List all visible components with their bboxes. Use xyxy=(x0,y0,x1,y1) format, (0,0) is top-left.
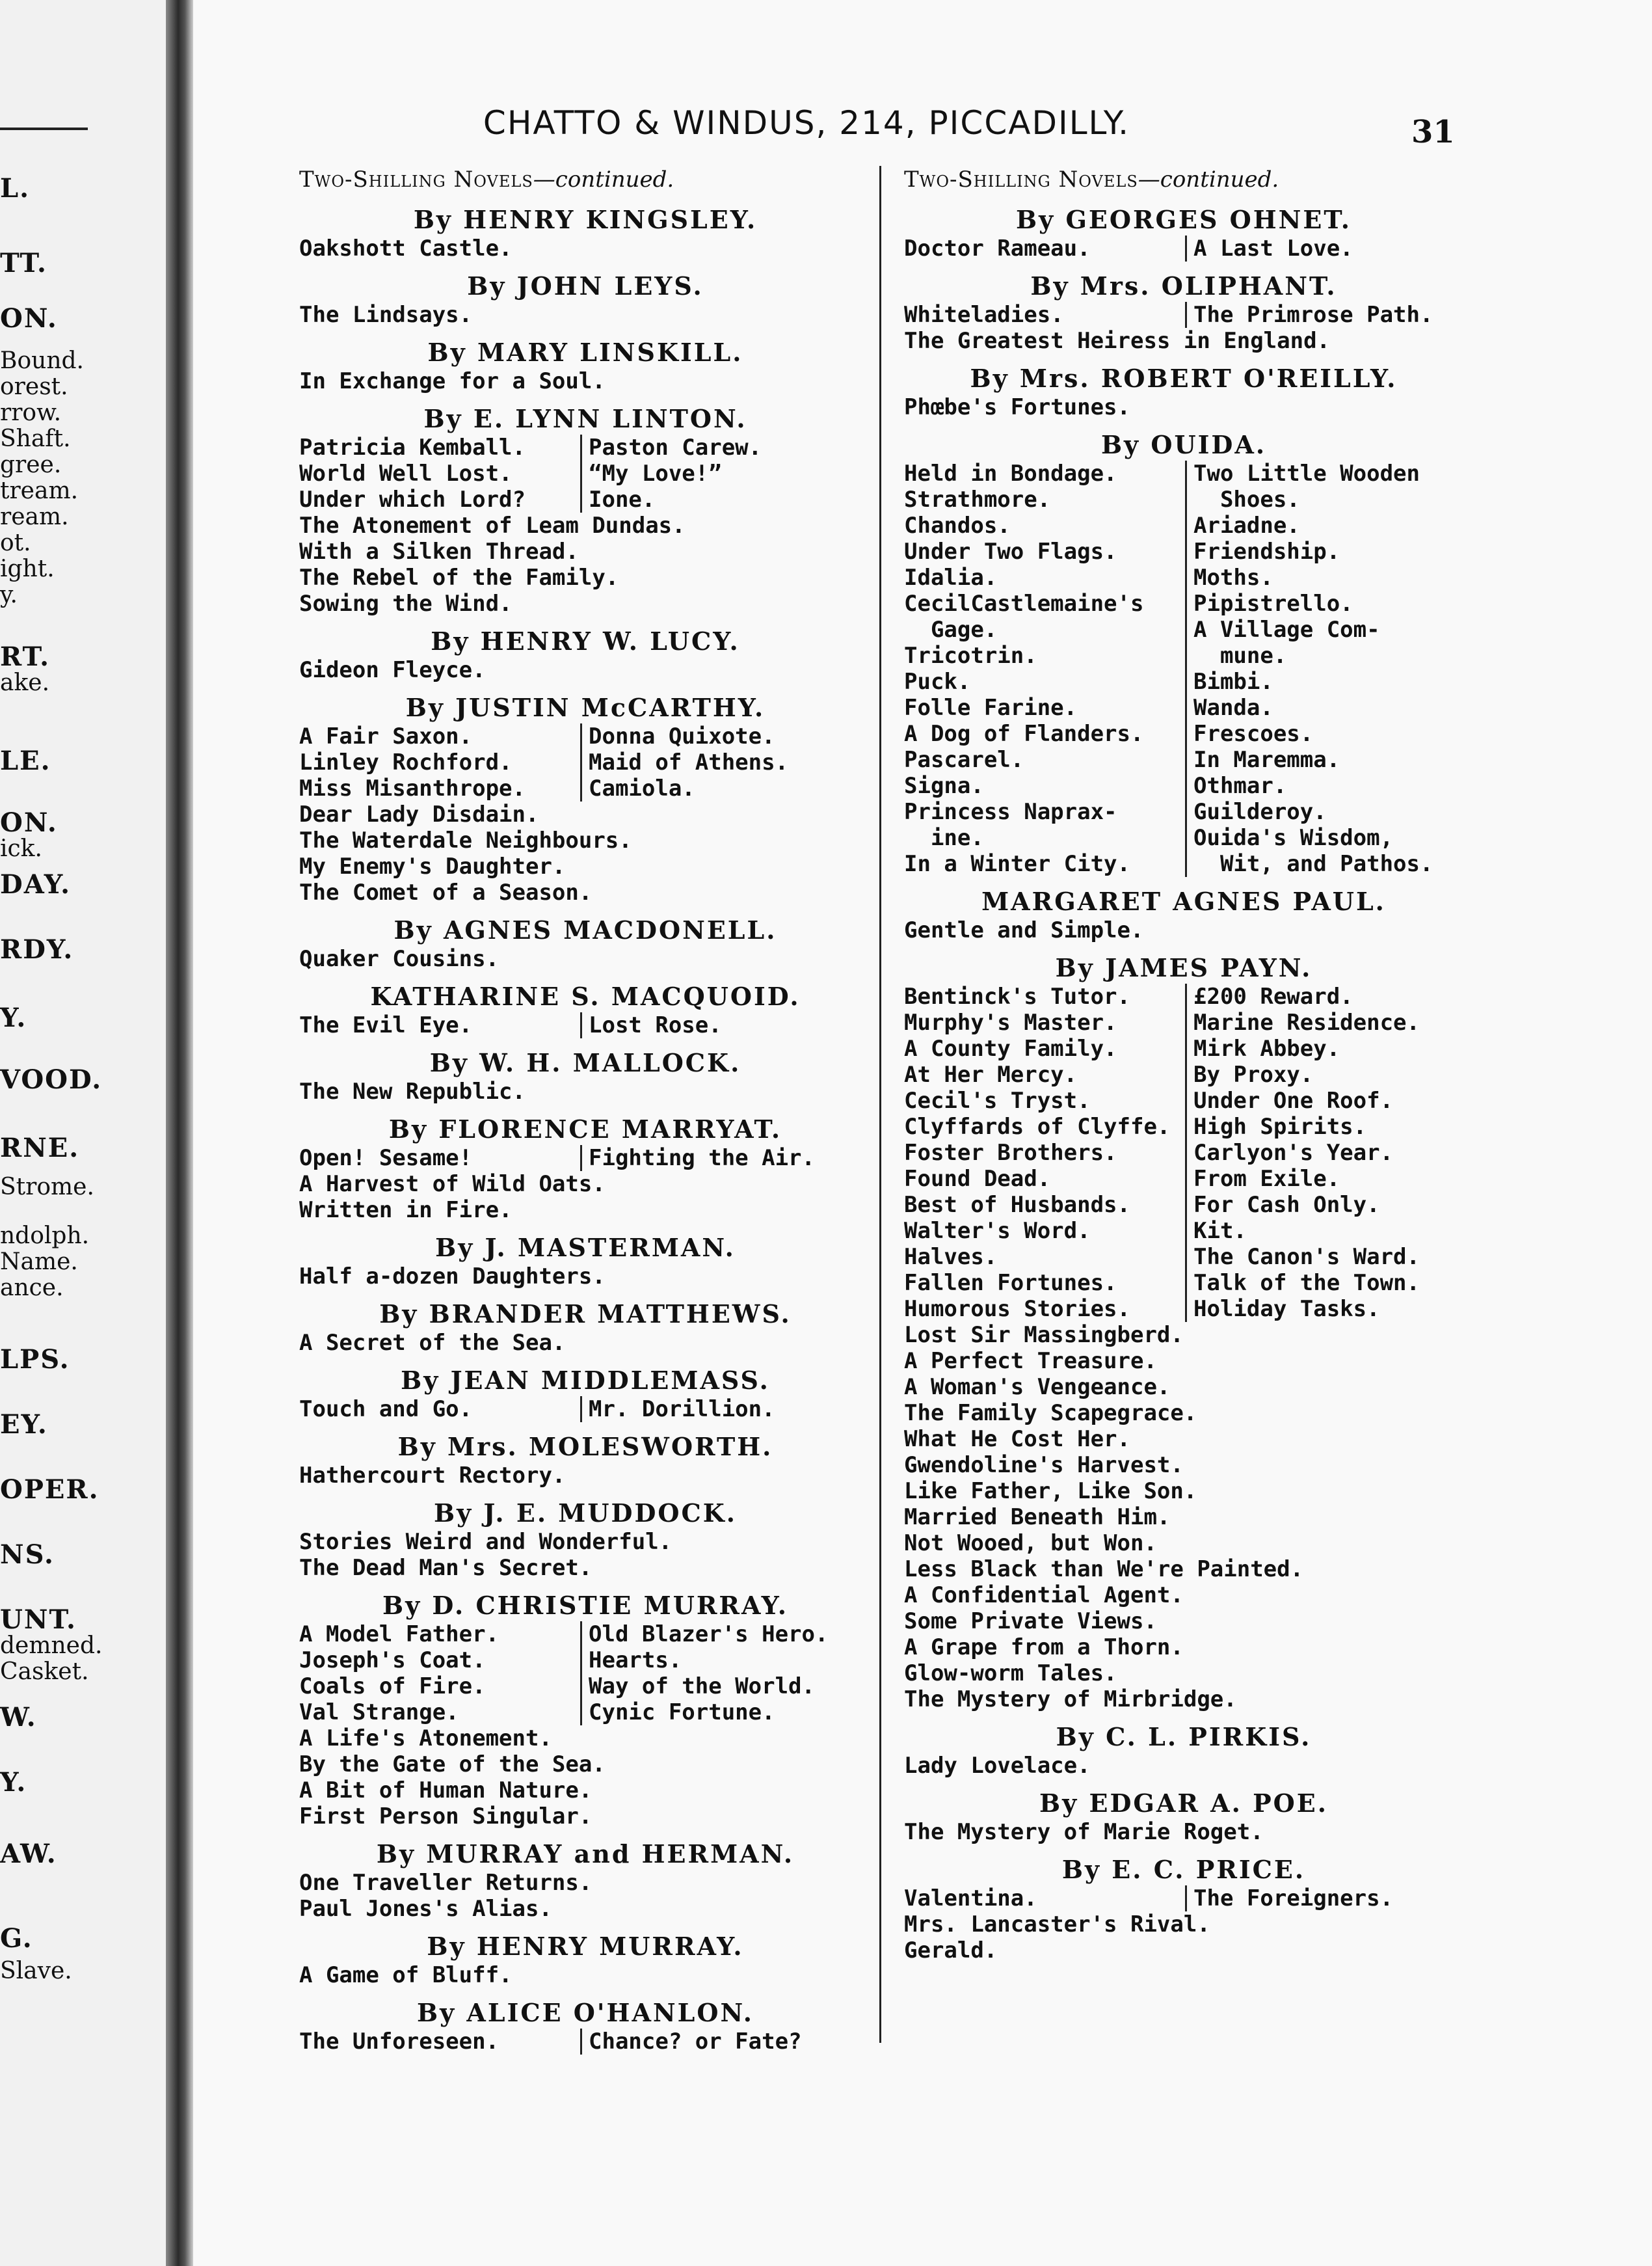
book-title: The Rebel of the Family. xyxy=(299,565,619,591)
facing-page-fragment: y. xyxy=(0,582,18,608)
book-title: ine. xyxy=(904,825,1187,851)
book-title: Holiday Tasks. xyxy=(1193,1296,1380,1322)
author-section xyxy=(299,1431,872,1489)
book-title: A Dog of Flanders. xyxy=(904,721,1187,747)
book-title: £200 Reward. xyxy=(1193,984,1353,1010)
author-heading: KATHARINE S. MACQUOID. xyxy=(370,982,801,1011)
author-heading: By JUSTIN McCARTHY. xyxy=(405,693,766,722)
book-title: Moths. xyxy=(1193,565,1273,591)
right-sections xyxy=(904,204,1463,1963)
facing-page-fragment: G. xyxy=(0,1923,33,1954)
author-heading: By E. C. PRICE. xyxy=(1061,1855,1306,1884)
book-title: Gage. xyxy=(904,617,1187,643)
book-title: Halves. xyxy=(904,1244,1187,1270)
book-title: Linley Rochford. xyxy=(299,749,582,776)
book-title: Idalia. xyxy=(904,565,1187,591)
book-title: Married Beneath Him. xyxy=(904,1504,1171,1530)
book-title: Kit. xyxy=(1193,1218,1247,1244)
book-title: Sowing the Wind. xyxy=(299,591,513,617)
book-title: Under which Lord? xyxy=(299,487,582,513)
two-column-title-list xyxy=(904,984,1463,1322)
book-title: Way of the World. xyxy=(589,1673,815,1699)
author-section xyxy=(299,1498,872,1581)
book-title: Joseph's Coat. xyxy=(299,1647,582,1673)
author-heading: By HENRY KINGSLEY. xyxy=(413,205,758,234)
book-title: Found Dead. xyxy=(904,1166,1187,1192)
book-title: Strathmore. xyxy=(904,487,1187,513)
facing-page-fragment: UNT. xyxy=(0,1604,77,1635)
book-title: High Spirits. xyxy=(1193,1114,1367,1140)
two-column-title-list xyxy=(299,2029,872,2055)
author-heading: By C. L. PIRKIS. xyxy=(1056,1722,1312,1751)
book-title: Whiteladies. xyxy=(904,302,1187,328)
book-title: Held in Bondage. xyxy=(904,461,1187,487)
book-title: Lost Sir Massingberd. xyxy=(904,1322,1184,1348)
two-column-title-list xyxy=(904,1885,1463,1911)
facing-page-fragment: Slave. xyxy=(0,1958,72,1984)
book-title: Puck. xyxy=(904,669,1187,695)
book-title: Open! Sesame! xyxy=(299,1145,582,1171)
facing-page-fragment: ight. xyxy=(0,556,55,582)
book-title: A County Family. xyxy=(904,1036,1187,1062)
book-title: Humorous Stories. xyxy=(904,1296,1187,1322)
book-title: The Lindsays. xyxy=(299,302,473,328)
page-number: 31 xyxy=(1411,114,1455,150)
author-heading: By FLORENCE MARRYAT. xyxy=(388,1114,782,1144)
facing-page-fragment: Casket. xyxy=(0,1658,89,1685)
facing-page-fragment: Name. xyxy=(0,1248,78,1275)
book-title: Best of Husbands. xyxy=(904,1192,1187,1218)
facing-page-fragment: Shaft. xyxy=(0,425,71,452)
facing-page-fragment: Strome. xyxy=(0,1174,94,1200)
book-title: CecilCastlemaine's xyxy=(904,591,1187,617)
book-title: Fallen Fortunes. xyxy=(904,1270,1187,1296)
book-title: A Grape from a Thorn. xyxy=(904,1634,1184,1660)
book-title: Talk of the Town. xyxy=(1193,1270,1420,1296)
book-title: Hearts. xyxy=(589,1647,682,1673)
book-title: The Evil Eye. xyxy=(299,1012,582,1038)
two-column-title-list xyxy=(299,1145,872,1171)
author-section xyxy=(299,337,872,394)
book-title: Walter's Word. xyxy=(904,1218,1187,1244)
author-heading: By W. H. MALLOCK. xyxy=(429,1048,741,1077)
book-title: mune. xyxy=(1193,643,1287,669)
author-section xyxy=(904,886,1463,943)
facing-page-fragment: ndolph. xyxy=(0,1222,90,1249)
facing-page-fragment: DAY. xyxy=(0,869,72,900)
book-title: Less Black than We're Painted. xyxy=(904,1556,1304,1582)
book-title: A Harvest of Wild Oats. xyxy=(299,1171,606,1197)
author-section xyxy=(299,1931,872,1988)
facing-page-fragment: tream. xyxy=(0,478,79,504)
book-title: A Bit of Human Nature. xyxy=(299,1777,593,1803)
book-title: Paston Carew. xyxy=(589,435,762,461)
book-title: Ione. xyxy=(589,487,656,513)
author-section xyxy=(299,626,872,683)
facing-page-fragment: TT. xyxy=(0,248,47,278)
book-title: Doctor Rameau. xyxy=(904,236,1187,262)
book-title: Mrs. Lancaster's Rival. xyxy=(904,1911,1210,1937)
continued-label xyxy=(299,167,872,193)
book-title: Some Private Views. xyxy=(904,1608,1157,1634)
author-heading: By ALICE O'HANLON. xyxy=(416,1998,754,2027)
book-title: Valentina. xyxy=(904,1885,1187,1911)
book-title: In Exchange for a Soul. xyxy=(299,368,606,394)
book-title: The Waterdale Neighbours. xyxy=(299,828,632,854)
book-title: “My Love!” xyxy=(589,461,722,487)
book-title: A Last Love. xyxy=(1193,236,1353,262)
left-sections xyxy=(299,204,872,2055)
book-title: The Foreigners. xyxy=(1193,1885,1394,1911)
author-heading: By GEORGES OHNET. xyxy=(1016,205,1352,234)
book-title: From Exile. xyxy=(1193,1166,1340,1192)
author-heading: By D. CHRISTIE MURRAY. xyxy=(382,1591,789,1620)
book-title: Gentle and Simple. xyxy=(904,917,1144,943)
author-section xyxy=(299,1839,872,1922)
book-title: Donna Quixote. xyxy=(589,723,775,749)
book-title: Shoes. xyxy=(1193,487,1300,513)
book-title: First Person Singular. xyxy=(299,1803,593,1829)
running-head: CHATTO & WINDUS, 214, PICCADILLY. xyxy=(483,104,1130,142)
author-heading: By MARY LINSKILL. xyxy=(427,338,743,367)
book-title: At Her Mercy. xyxy=(904,1062,1187,1088)
book-title: Othmar. xyxy=(1193,773,1287,799)
book-title: Mirk Abbey. xyxy=(1193,1036,1340,1062)
book-title: Written in Fire. xyxy=(299,1197,513,1223)
book-title: Coals of Fire. xyxy=(299,1673,582,1699)
book-gutter xyxy=(166,0,193,2266)
facing-page-fragment: demned. xyxy=(0,1632,103,1659)
book-title: The Canon's Ward. xyxy=(1193,1244,1420,1270)
author-section xyxy=(904,1721,1463,1779)
book-title: In a Winter City. xyxy=(904,851,1187,877)
facing-page-fragment: Bound. xyxy=(0,347,84,374)
facing-page-fragment: ake. xyxy=(0,669,50,696)
book-title: A Perfect Treasure. xyxy=(904,1348,1157,1374)
book-title: Chance? or Fate? xyxy=(589,2029,802,2055)
column-divider xyxy=(879,166,881,2043)
book-title: Foster Brothers. xyxy=(904,1140,1187,1166)
book-title: By Proxy. xyxy=(1193,1062,1314,1088)
book-title: Half a-dozen Daughters. xyxy=(299,1263,606,1289)
book-title: Wanda. xyxy=(1193,695,1273,721)
book-title: A Village Com- xyxy=(1193,617,1380,643)
book-title: The Mystery of Mirbridge. xyxy=(904,1686,1237,1712)
author-section xyxy=(299,1232,872,1289)
facing-page-fragment: VOOD. xyxy=(0,1064,103,1095)
book-title: Maid of Athens. xyxy=(589,749,789,776)
book-title: Fighting the Air. xyxy=(589,1145,815,1171)
book-title: Pascarel. xyxy=(904,747,1187,773)
author-section xyxy=(904,363,1463,420)
author-heading: By MURRAY and HERMAN. xyxy=(376,1839,795,1868)
author-heading: By EDGAR A. POE. xyxy=(1039,1788,1328,1818)
two-column-title-list xyxy=(299,1396,872,1422)
book-title: Under Two Flags. xyxy=(904,539,1187,565)
book-title: The Unforeseen. xyxy=(299,2029,582,2055)
two-column-title-list xyxy=(904,236,1463,262)
book-title: Mr. Dorillion. xyxy=(589,1396,775,1422)
continued-suffix: —continued. xyxy=(1138,167,1279,193)
author-section xyxy=(299,981,872,1038)
facing-page-fragment: AW. xyxy=(0,1839,57,1869)
author-section xyxy=(904,429,1463,877)
book-title: Murphy's Master. xyxy=(904,1010,1187,1036)
facing-page-fragment: L. xyxy=(0,173,31,204)
facing-page-fragment: LPS. xyxy=(0,1344,70,1375)
continued-prefix: Two-Shilling Novels xyxy=(299,167,533,193)
book-title: With a Silken Thread. xyxy=(299,539,579,565)
author-section xyxy=(299,271,872,328)
facing-page-fragment: W. xyxy=(0,1702,37,1733)
book-title: In Maremma. xyxy=(1193,747,1340,773)
book-title: A Life's Atonement. xyxy=(299,1725,552,1751)
author-section xyxy=(299,204,872,262)
book-title: Hathercourt Rectory. xyxy=(299,1463,566,1489)
facing-page-fragment: ot. xyxy=(0,530,31,556)
author-heading: By OUIDA. xyxy=(1100,430,1267,459)
book-title: Two Little Wooden xyxy=(1193,461,1420,487)
facing-page-strip xyxy=(0,0,166,2266)
author-heading: By Mrs. ROBERT O'REILLY. xyxy=(970,364,1398,393)
facing-page-fragment: RNE. xyxy=(0,1133,80,1163)
book-title: Old Blazer's Hero. xyxy=(589,1621,829,1647)
book-title: Patricia Kemball. xyxy=(299,435,582,461)
author-section xyxy=(904,204,1463,262)
book-title: Gerald. xyxy=(904,1937,998,1963)
book-title: World Well Lost. xyxy=(299,461,582,487)
author-section xyxy=(299,692,872,906)
book-title: The New Republic. xyxy=(299,1079,526,1105)
author-heading: By J. E. MUDDOCK. xyxy=(433,1498,738,1528)
author-heading: By Mrs. MOLESWORTH. xyxy=(397,1432,773,1461)
author-section xyxy=(299,403,872,617)
author-heading: By JEAN MIDDLEMASS. xyxy=(401,1366,770,1395)
book-title: Marine Residence. xyxy=(1193,1010,1420,1036)
author-section xyxy=(299,1590,872,1829)
book-title: Chandos. xyxy=(904,513,1187,539)
two-column-title-list xyxy=(904,461,1463,877)
facing-page-fragment: Y. xyxy=(0,1767,27,1798)
continued-prefix: Two-Shilling Novels xyxy=(904,167,1138,193)
book-title: Clyffards of Clyffe. xyxy=(904,1114,1187,1140)
book-title: Lost Rose. xyxy=(589,1012,722,1038)
facing-page-rule xyxy=(0,128,88,130)
two-column-title-list xyxy=(299,435,872,513)
book-title: For Cash Only. xyxy=(1193,1192,1380,1218)
book-title: Glow-worm Tales. xyxy=(904,1660,1117,1686)
book-title: A Game of Bluff. xyxy=(299,1962,513,1988)
facing-page-fragment: OPER. xyxy=(0,1474,100,1505)
continued-suffix: —continued. xyxy=(533,167,674,193)
facing-page-fragment: Y. xyxy=(0,1003,27,1033)
facing-page-fragment: ick. xyxy=(0,835,42,862)
author-heading: By Mrs. OLIPHANT. xyxy=(1030,271,1337,301)
author-heading: By AGNES MACDONELL. xyxy=(393,915,777,945)
facing-page-fragment: gree. xyxy=(0,452,62,478)
book-title: Folle Farine. xyxy=(904,695,1187,721)
facing-page-fragment: LE. xyxy=(0,746,51,776)
book-title: Wit, and Pathos. xyxy=(1193,851,1433,877)
author-section xyxy=(904,271,1463,354)
book-title: Like Father, Like Son. xyxy=(904,1478,1197,1504)
author-section xyxy=(299,915,872,972)
book-title: Cynic Fortune. xyxy=(589,1699,775,1725)
facing-page-fragment: EY. xyxy=(0,1409,48,1440)
book-title: A Fair Saxon. xyxy=(299,723,582,749)
book-title: The Atonement of Leam Dundas. xyxy=(299,513,686,539)
facing-page-fragment: RT. xyxy=(0,641,51,672)
book-title: Cecil's Tryst. xyxy=(904,1088,1187,1114)
book-title: The Primrose Path. xyxy=(1193,302,1433,328)
book-title: Gwendoline's Harvest. xyxy=(904,1452,1184,1478)
facing-page-fragment: ream. xyxy=(0,504,69,530)
book-title: Paul Jones's Alias. xyxy=(299,1896,552,1922)
facing-page-fragment: NS. xyxy=(0,1539,55,1570)
book-title: Under One Roof. xyxy=(1193,1088,1394,1114)
book-title: Friendship. xyxy=(1193,539,1340,565)
book-title: Carlyon's Year. xyxy=(1193,1140,1394,1166)
book-title: Ouida's Wisdom, xyxy=(1193,825,1394,851)
book-title: Frescoes. xyxy=(1193,721,1314,747)
author-heading: By HENRY W. LUCY. xyxy=(431,627,740,656)
book-title: Camiola. xyxy=(589,776,695,802)
book-title: Gideon Fleyce. xyxy=(299,657,486,683)
book-title: By the Gate of the Sea. xyxy=(299,1751,606,1777)
book-title: Quaker Cousins. xyxy=(299,946,500,972)
author-section xyxy=(299,1997,872,2055)
book-title: Miss Misanthrope. xyxy=(299,776,582,802)
book-title: The Greatest Heiress in England. xyxy=(904,328,1331,354)
author-section xyxy=(904,952,1463,1712)
two-column-title-list xyxy=(299,723,872,802)
book-title: Guilderoy. xyxy=(1193,799,1327,825)
book-title: Pipistrello. xyxy=(1193,591,1353,617)
book-title: The Mystery of Marie Roget. xyxy=(904,1819,1264,1845)
left-column xyxy=(299,167,872,2064)
author-section xyxy=(299,1365,872,1422)
facing-page-fragment: ON. xyxy=(0,807,58,838)
book-title: Not Wooed, but Won. xyxy=(904,1530,1157,1556)
author-heading: By HENRY MURRAY. xyxy=(427,1932,744,1961)
author-section xyxy=(299,1114,872,1223)
book-title: One Traveller Returns. xyxy=(299,1870,593,1896)
book-title: My Enemy's Daughter. xyxy=(299,854,566,880)
book-title: What He Cost Her. xyxy=(904,1426,1130,1452)
two-column-title-list xyxy=(299,1012,872,1038)
book-title: The Family Scapegrace. xyxy=(904,1400,1197,1426)
book-title: A Woman's Vengeance. xyxy=(904,1374,1171,1400)
continued-label xyxy=(904,167,1463,193)
book-title: Stories Weird and Wonderful. xyxy=(299,1529,673,1555)
book-title: The Dead Man's Secret. xyxy=(299,1555,593,1581)
facing-page-fragment: orest. xyxy=(0,373,68,400)
author-heading: By J. MASTERMAN. xyxy=(435,1233,736,1262)
book-title: Lady Lovelace. xyxy=(904,1753,1091,1779)
author-section xyxy=(904,1788,1463,1845)
author-section xyxy=(299,1047,872,1105)
book-title: Oakshott Castle. xyxy=(299,236,513,262)
facing-page-fragment: ON. xyxy=(0,303,58,334)
book-title: Signa. xyxy=(904,773,1187,799)
facing-page-fragment: RDY. xyxy=(0,934,74,965)
book-title: Val Strange. xyxy=(299,1699,582,1725)
two-column-title-list xyxy=(904,302,1463,328)
book-title: A Model Father. xyxy=(299,1621,582,1647)
book-title: Dear Lady Disdain. xyxy=(299,802,539,828)
author-section xyxy=(299,1299,872,1356)
book-title: A Secret of the Sea. xyxy=(299,1330,566,1356)
book-title: Ariadne. xyxy=(1193,513,1300,539)
author-heading: By JAMES PAYN. xyxy=(1055,953,1312,982)
two-column-title-list xyxy=(299,1621,872,1725)
book-title: Touch and Go. xyxy=(299,1396,582,1422)
book-title: Bentinck's Tutor. xyxy=(904,984,1187,1010)
right-column xyxy=(904,167,1463,1973)
author-heading: By JOHN LEYS. xyxy=(467,271,704,301)
book-title: A Confidential Agent. xyxy=(904,1582,1184,1608)
book-title: Bimbi. xyxy=(1193,669,1273,695)
author-heading: MARGARET AGNES PAUL. xyxy=(981,887,1386,916)
author-heading: By E. LYNN LINTON. xyxy=(423,404,747,433)
book-title: Princess Naprax- xyxy=(904,799,1187,825)
facing-page-fragment: rrow. xyxy=(0,399,62,426)
author-section xyxy=(904,1854,1463,1963)
book-title: Phœbe's Fortunes. xyxy=(904,394,1130,420)
book-title: The Comet of a Season. xyxy=(299,880,593,906)
facing-page-fragment: ance. xyxy=(0,1275,64,1301)
book-title: Tricotrin. xyxy=(904,643,1187,669)
author-heading: By BRANDER MATTHEWS. xyxy=(379,1299,792,1329)
